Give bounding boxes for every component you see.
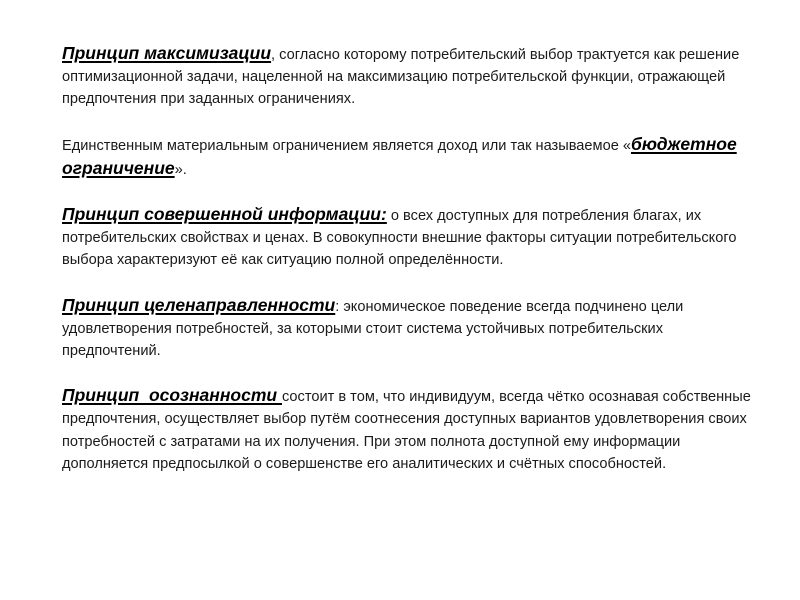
paragraph-awareness bbox=[62, 384, 762, 475]
paragraph-maximization bbox=[62, 42, 762, 111]
term-purposefulness-principle: Принцип целенаправленности bbox=[62, 294, 336, 315]
paragraph-awareness-text: состоит в том, что индивидуум, всегда чётко осознавая собственные предпочтения, осуществляет выбор путём соотнесения доступных вариантов удовлетворения своих потребностей с затратами на их получения. При этом полнота доступной ему информации дополняется предпосылкой о совершенстве его аналитических и счётных способностей. bbox=[62, 389, 751, 472]
paragraph-budget-text-before: Единственным материальным ограничением является доход или так называемое « bbox=[62, 137, 631, 154]
paragraph-purposefulness bbox=[62, 294, 762, 363]
term-awareness-principle: Принцип осознанности bbox=[62, 385, 282, 406]
paragraph-purposefulness-text: : экономическое поведение всегда подчинено цели удовлетворения потребностей, за которыми стоит система устойчивых потребительских предпочтений. bbox=[62, 298, 684, 360]
paragraph-perfect-information bbox=[62, 203, 762, 272]
slide-text-body bbox=[62, 42, 762, 497]
term-perfect-information-principle: Принцип совершенной информации: bbox=[62, 204, 387, 225]
paragraph-budget-text-after: ». bbox=[174, 161, 187, 178]
term-maximization-principle: Принцип максимизации bbox=[62, 43, 272, 63]
term-budget-constraint: бюджетное ограничение bbox=[62, 133, 737, 178]
paragraph-budget-constraint bbox=[62, 133, 762, 181]
paragraph-perfect-information-text: о всех доступных для потребления благах, их потребительских свойствах и ценах. В совокупности внешние факторы ситуации потребительского выбора характеризуют её как ситуацию полной определённости. bbox=[62, 208, 737, 269]
paragraph-maximization-text: , согласно которому потребительский выбор трактуется как решение оптимизационной задачи, нацеленной на максимизацию потребительской функции, отражающей предпочтения при заданных ограничениях. bbox=[62, 47, 740, 108]
